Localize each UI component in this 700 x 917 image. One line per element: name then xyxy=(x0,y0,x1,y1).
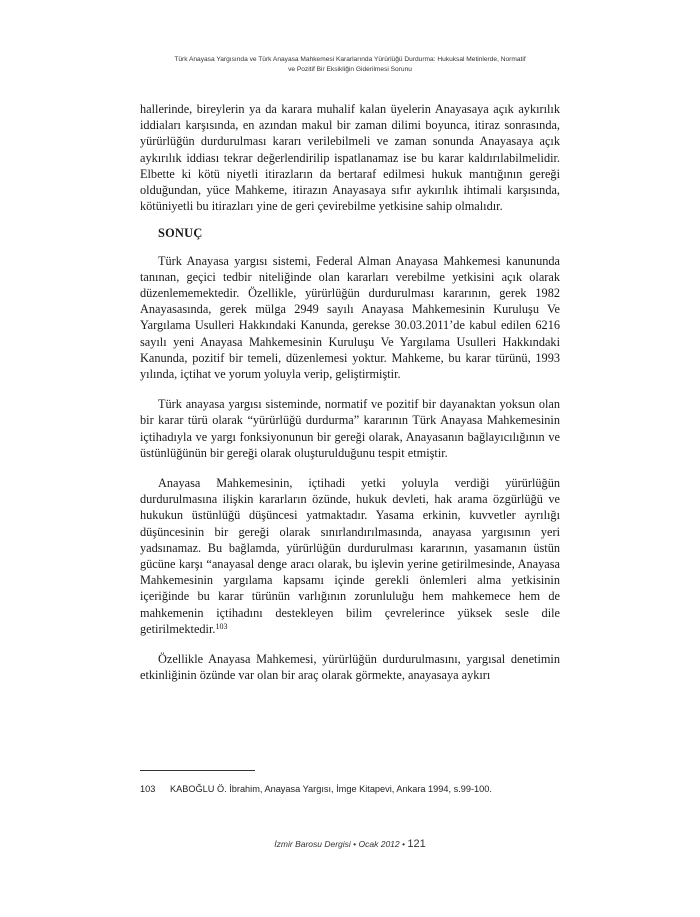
paragraph-3 xyxy=(140,475,560,637)
running-header-line-2: ve Pozitif Bir Eksikliğin Giderilmesi Sorunu xyxy=(288,66,412,73)
footnote-text: KABOĞLU Ö. İbrahim, Anayasa Yargısı, İmge Kitapevi, Ankara 1994, s.99-100. xyxy=(170,784,492,794)
running-header-line-1: Türk Anayasa Yargısında ve Türk Anayasa Mahkemesi Kararlarında Yürürlüğü Durdurma: Hukuksal Metinlerde, Normatif xyxy=(174,56,526,63)
paragraph-2: Türk anayasa yargısı sisteminde, normatif ve pozitif bir dayanaktan yoksun olan bir karar türü olarak “yürürlüğü durdurma” kararının Türk Anayasa Mahkemesinin içtihadıyla ve yargı fonksiyonunun bir gereği olarak, Anayasanın bağlayıcılığının ve üstünlüğünün bir gereği olarak oluşturulduğunu tespit etmiştir. xyxy=(140,397,560,460)
footnote-reference-103[interactable]: 103 xyxy=(215,621,228,631)
footnote xyxy=(140,783,580,795)
paragraph-4: Özellikle Anayasa Mahkemesi, yürürlüğün durdurulmasını, yargısal denetimin etkinliğinin özünde var olan bir araç olarak görmekte, anayasaya aykırı xyxy=(140,652,560,683)
journal-name: İzmir Barosu Dergisi • Ocak 2012 • xyxy=(274,839,405,849)
section-heading-sonuc: SONUÇ xyxy=(158,226,203,241)
page-footer xyxy=(0,838,700,850)
page-number: 121 xyxy=(407,838,426,850)
footnote-separator xyxy=(140,770,255,771)
paragraph-3-text: Anayasa Mahkemesinin, içtihadi yetki yoluyla verdiği yürürlüğün durdurulmasına ilişkin kararların özünde, hukuk devleti, hak arama özgürlüğü ve hukukun üstünlüğü düşüncesi yatmaktadır. Yasama erkinin, kuvvetler ayrılığı düşüncesinin bir gereği olarak sınırlandırılmasında, anayasa yargısının yeri yadsınamaz. Bu bağlamda, yürürlüğün durdurulması kararının, yasamanın üstün gücüne karşı “anayasal denge aracı olarak, bu işlevin yerine getirilmesinde, Anayasa Mahkemesinin yargılama kapsamı içinde gerekli önlemleri alma yetkisinin içeriğinde bu karar türünün varlığının zorunluluğu hem mahkemece hem de mahkemenin içtihadını destekleyen bilim çevrelerince yüksek sesle dile getirilmektedir. xyxy=(140,476,560,636)
running-header xyxy=(100,55,600,75)
paragraph-continuation: hallerinde, bireylerin ya da karara muhalif kalan üyelerin Anayasaya açık aykırılık iddiaları karşısında, en azından makul bir zaman dilimi boyunca, itiraz sonrasında, yürürlüğün durdurulması kararı verilebilmeli ve zaman sonunda Anayasaya açık aykırılık iddiası tekrar değerlendirilip ispatlanamaz ise bu karar kaldırılabilmelidir. Elbette ki kötü niyetli itirazların da bertaraf edilmesi hukuk mantığının gereği olduğundan, yüce Mahkeme, itirazın Anayasaya sıfır aykırılık ihtimali karşısında, kötüniyetli bu itirazları yine de geri çevirebilme yetkisine sahip olmalıdır. xyxy=(140,102,560,214)
paragraph-1: Türk Anayasa yargısı sistemi, Federal Alman Anayasa Mahkemesi kanununda tanınan, geçici tedbir niteliğinde olan kararları verebilme yetkisini açık olarak düzenlememektedir. Özellikle, yürürlüğün durdurulması kararının, gerek 1982 Anayasasında, gerek mülga 2949 sayılı Anayasa Mahkemesinin Kuruluşu Ve Yargılama Usulleri Hakkındaki Kanunda, gerekse 30.03.2011’de kabul edilen 6216 sayılı yeni Anayasa Mahkemesinin Kuruluşu Ve Yargılama Usulleri Hakkındaki Kanunda, pozitif bir temeli, düzenlemesi yoktur. Mahkeme, bu karar türünü, 1993 yılında, içtihat ve yorum yoluyla verip, geliştirmiştir. xyxy=(140,253,560,382)
main-text xyxy=(140,101,560,684)
footnote-number: 103 xyxy=(140,784,156,794)
